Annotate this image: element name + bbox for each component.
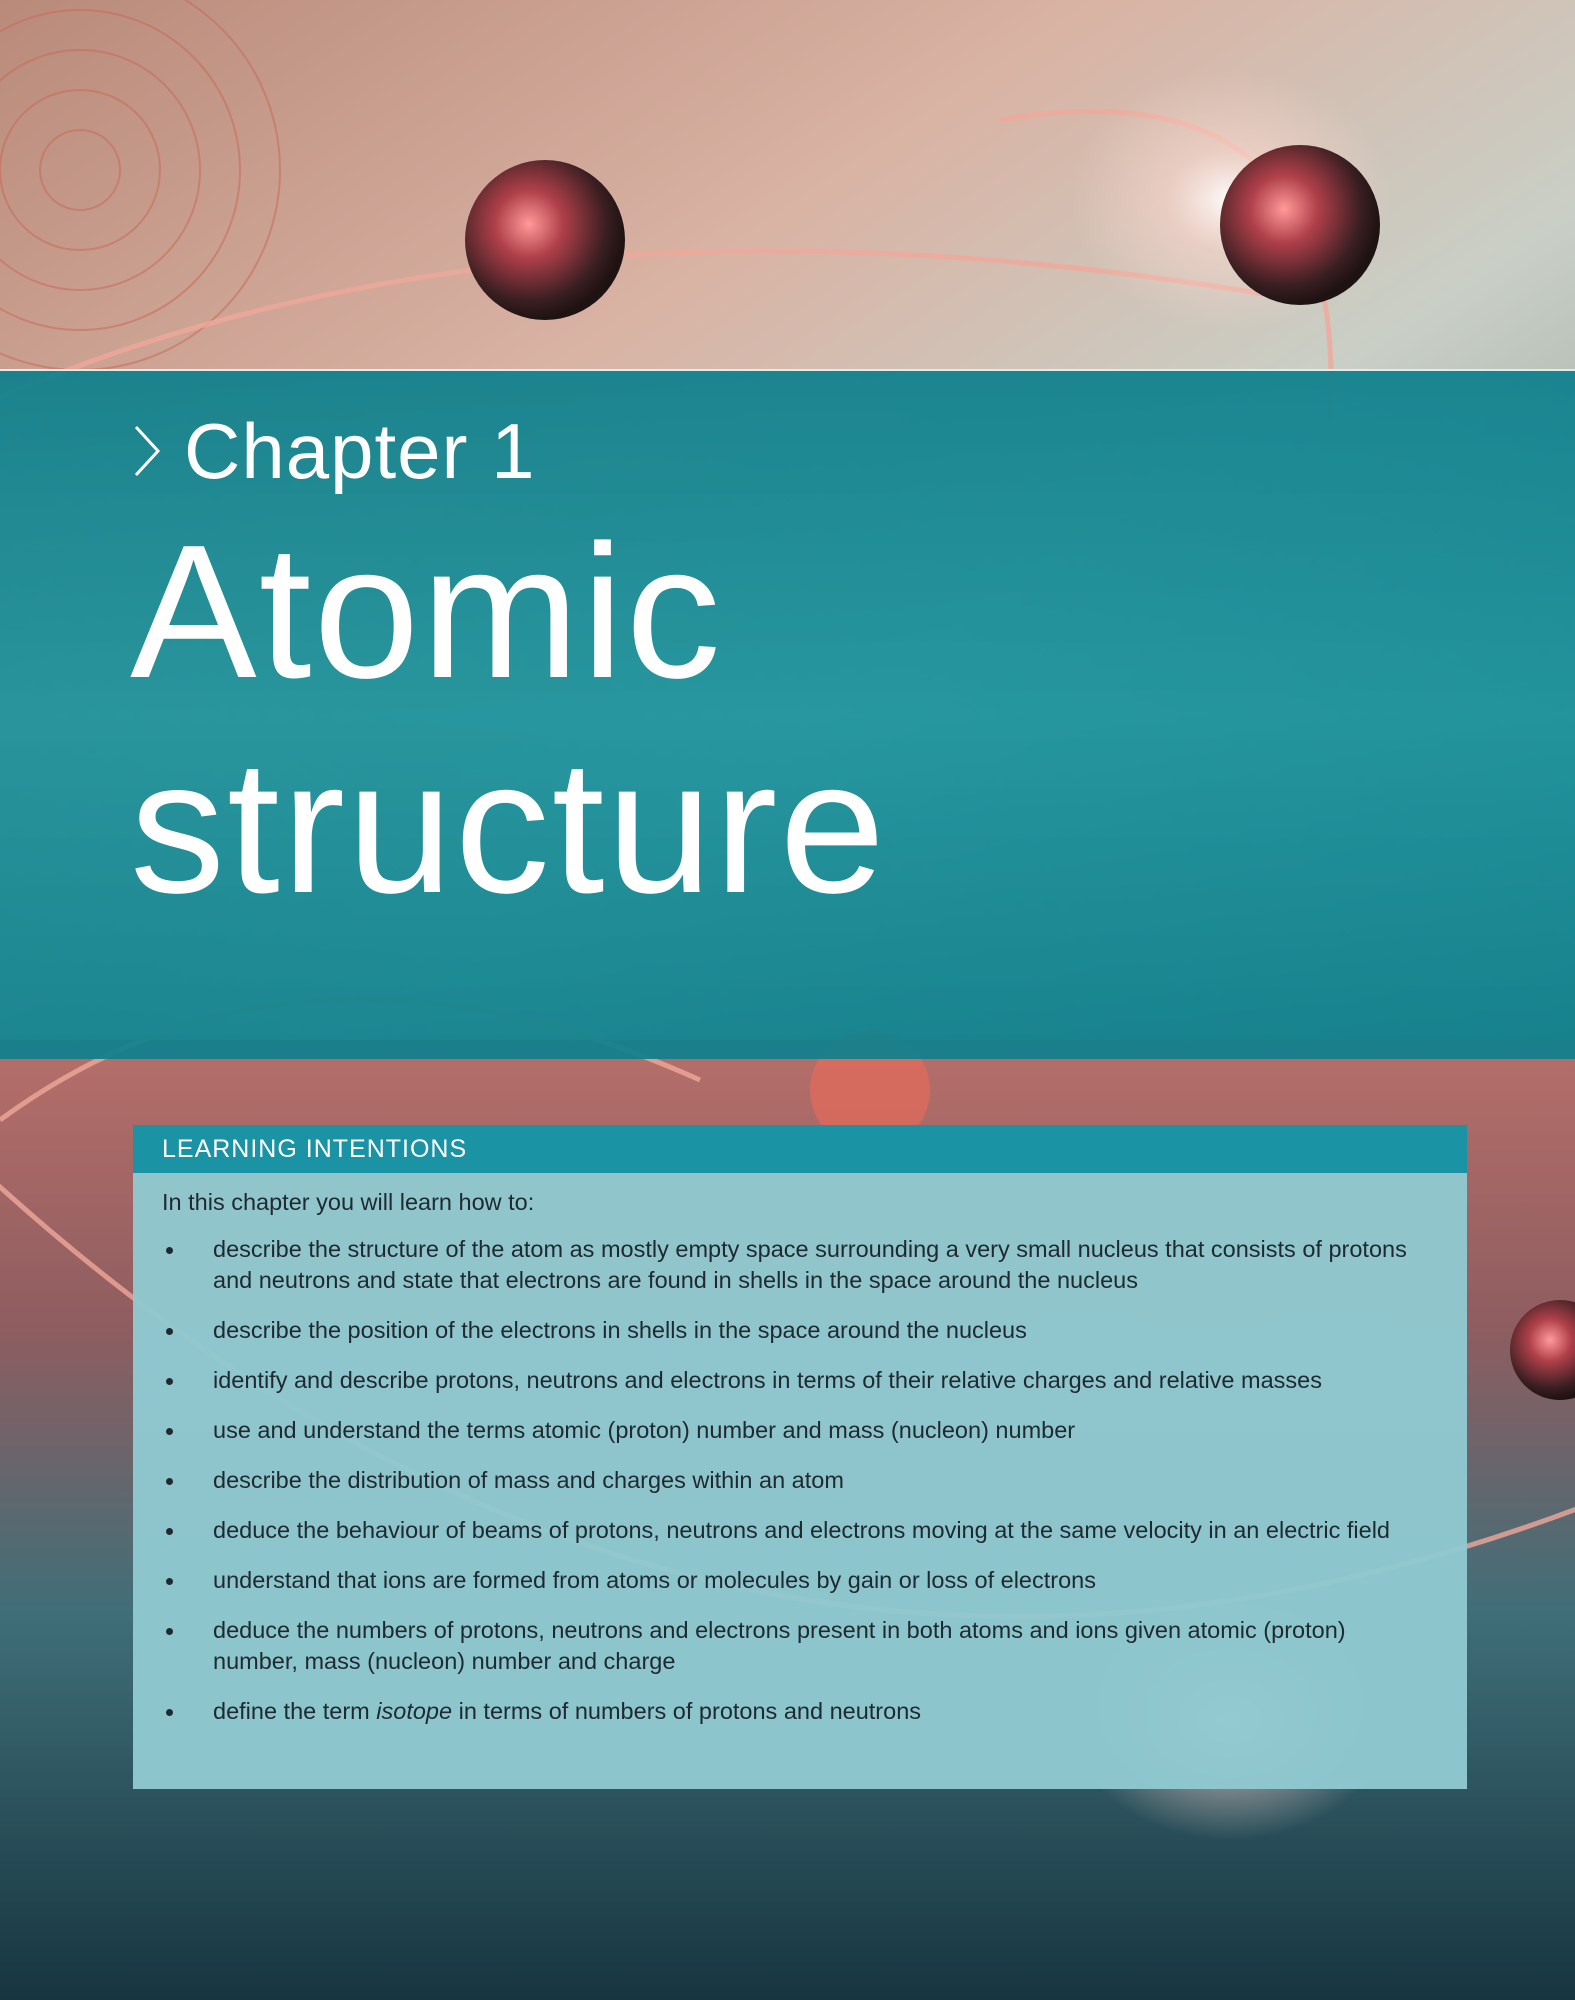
list-item: describe the position of the electrons in shells in the space around the nucleus [162,1315,1437,1346]
list-item: deduce the behaviour of beams of protons, neutrons and electrons moving at the same velocity in an electric field [162,1515,1437,1546]
chapter-title-line-2: structure [130,721,888,933]
isotope-term: isotope [376,1698,453,1724]
list-item: use and understand the terms atomic (proton) number and mass (nucleon) number [162,1415,1437,1446]
list-item: deduce the numbers of protons, neutrons and electrons present in both atoms and ions given atomic (proton) number, mass (nucleon) number and charge [162,1615,1437,1677]
chapter-title [130,505,1330,935]
list-item: describe the structure of the atom as mostly empty space surrounding a very small nucleus that consists of protons and neutrons and state that electrons are found in shells in the space around the nucleus [162,1234,1437,1296]
learning-intentions-box [133,1125,1467,1789]
list-item-text-after: in terms of numbers of protons and neutrons [452,1698,922,1724]
learning-intentions-heading: LEARNING INTENTIONS [133,1125,1467,1173]
list-item-isotope [162,1696,1437,1727]
list-item: describe the distribution of mass and charges within an atom [162,1465,1437,1496]
learning-intentions-intro: In this chapter you will learn how to: [162,1189,535,1215]
list-item-text-before: define the term [213,1698,377,1724]
list-item: understand that ions are formed from atoms or molecules by gain or loss of electrons [162,1565,1437,1596]
learning-intentions-body [133,1173,1467,1727]
chapter-label [130,405,536,497]
learning-intentions-list [162,1234,1437,1727]
chapter-title-line-1: Atomic [130,506,723,718]
chapter-number: Chapter 1 [184,407,536,495]
chevron-right-icon [130,421,166,481]
list-item: identify and describe protons, neutrons and electrons in terms of their relative charges and relative masses [162,1365,1437,1396]
